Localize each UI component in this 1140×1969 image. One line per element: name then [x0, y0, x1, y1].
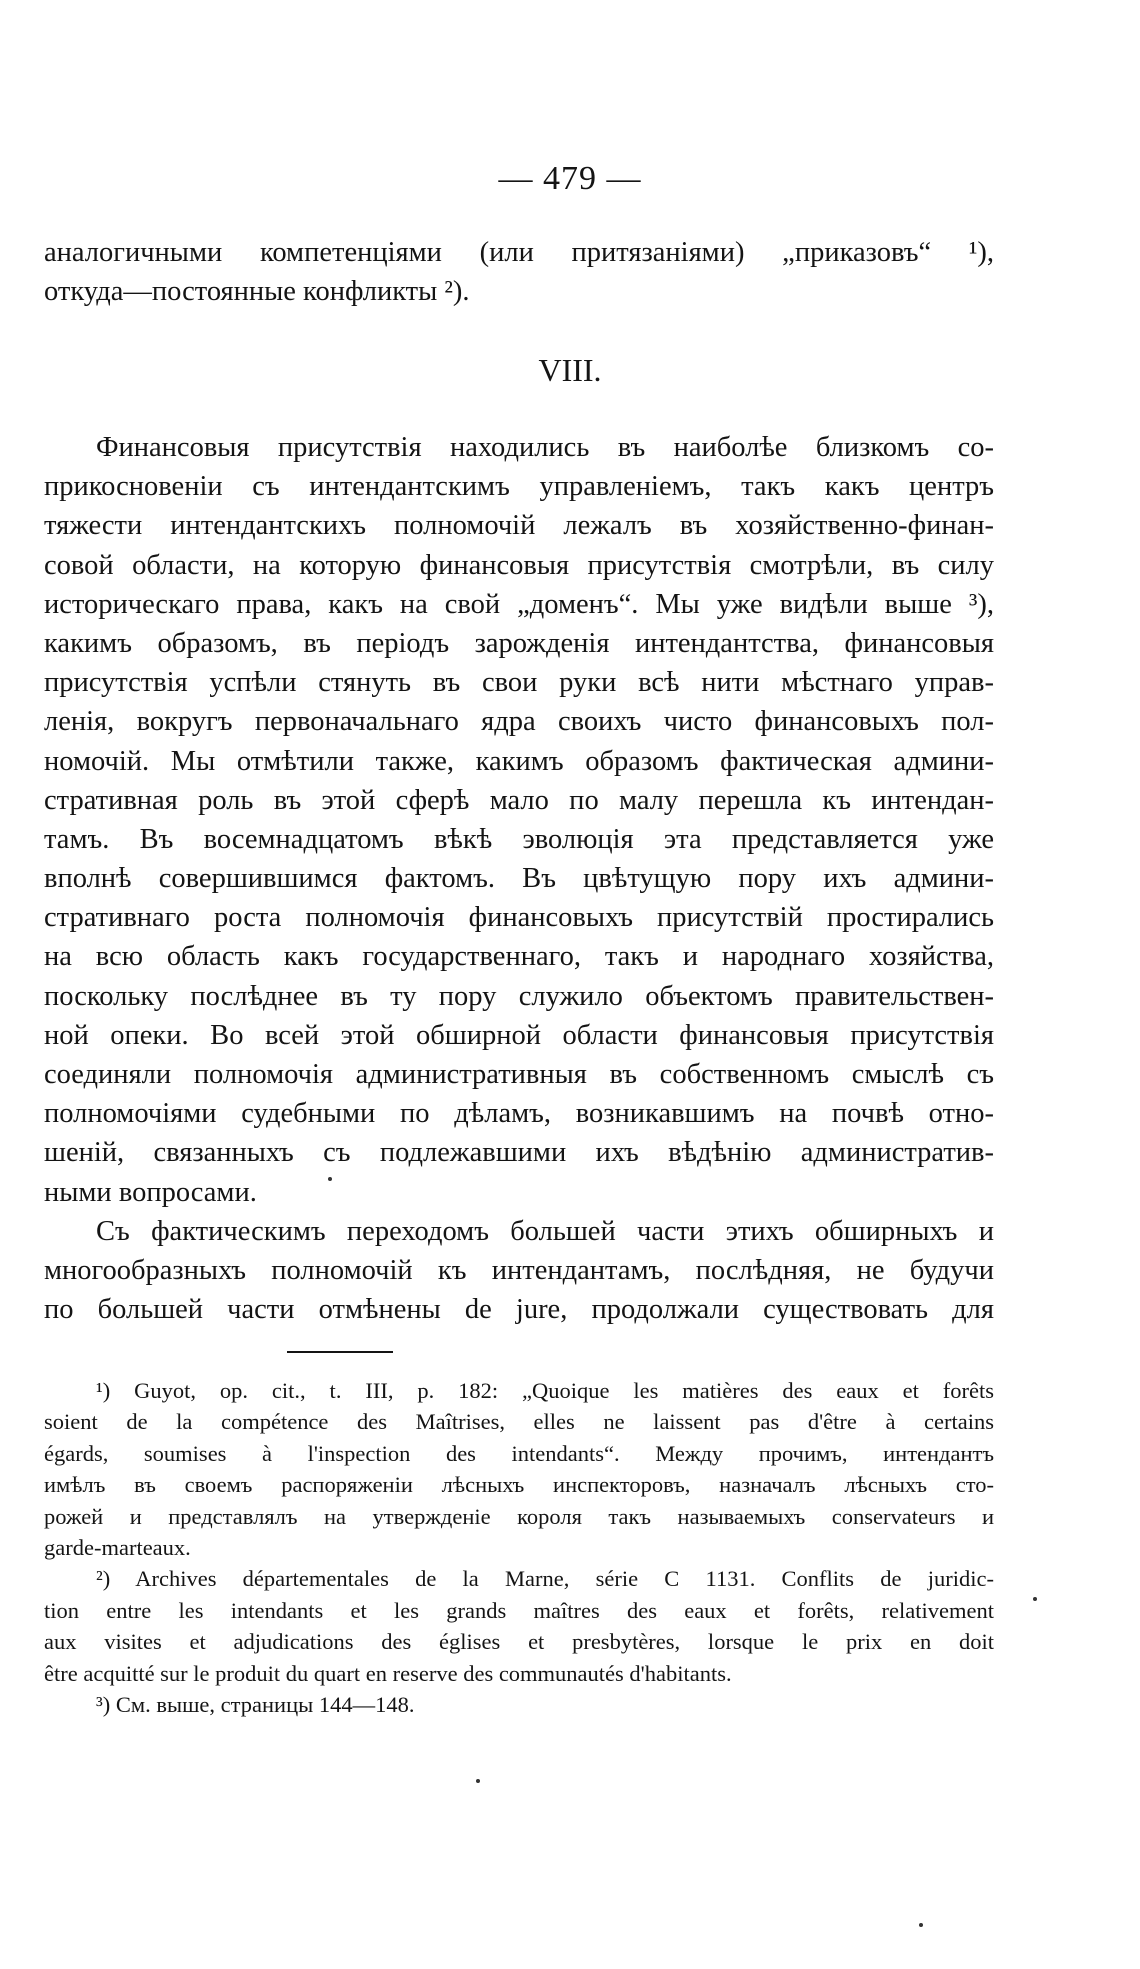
body-line: историческаго права, какъ на свой „доменъ“. Мы уже видѣли выше ³),: [44, 588, 994, 620]
body-line: Финансовыя присутствія находились въ наиболѣе близкомъ со-: [96, 432, 994, 463]
footnote-line: имѣлъ въ своемъ распоряженіи лѣсныхъ инспекторовъ, назначалъ лѣсныхъ сто-: [44, 1472, 994, 1498]
footnote-line: ¹) Guyot, op. cit., t. III, p. 182: „Quoique les matières des eaux et forêts: [96, 1378, 994, 1403]
footnote-line: рожей и представлялъ на утвержденіе короля такъ называемыхъ conservateurs и: [44, 1503, 994, 1529]
print-speck: [476, 1779, 480, 1783]
footnote-line: être acquitté sur le produit du quart en reserve des communautés d'habitants.: [44, 1660, 732, 1686]
body-line: многообразныхъ полномочій къ интендантамъ, послѣдняя, не будучи: [44, 1254, 994, 1286]
footnotes: [44, 1375, 994, 1720]
footnote-line: aux visites et adjudications des églises et presbytères, lorsque le prix en doit: [44, 1629, 994, 1655]
footnote-line: soient de la compétence des Maîtrises, elles ne laissent pas d'être à certains: [44, 1409, 994, 1435]
body-line: полномочіями судебными по дѣламъ, возникавшимъ на почвѣ отно-: [44, 1098, 994, 1130]
section-heading: VIII.: [538, 352, 602, 388]
body-line: поскольку послѣднее въ ту пору служило объектомъ правительствен-: [44, 980, 994, 1012]
lead-line-1: аналогичными компетенціями (или притязаніями) „приказовъ“ ¹),: [44, 237, 994, 268]
body-line: номочій. Мы отмѣтили также, какимъ образомъ фактическая админи-: [44, 745, 994, 777]
body-line: шеній, связанныхъ съ подлежавшими ихъ вѣдѣнію административ-: [44, 1137, 994, 1169]
body-line: какимъ образомъ, въ періодъ зарожденія интендантства, финансовыя: [44, 627, 994, 659]
lead-paragraph: [44, 233, 994, 311]
body-line: прикосновеніи съ интендантскимъ управленіемъ, такъ какъ центръ: [44, 471, 994, 503]
body-line: вполнѣ совершившимся фактомъ. Въ цвѣтущую пору ихъ админи-: [44, 863, 994, 895]
body-line: ленія, вокругъ первоначальнаго ядра своихъ чисто финансовыхъ пол-: [44, 706, 994, 738]
body-line: по большей части отмѣнены de jure, продолжали существовать для: [44, 1294, 994, 1326]
footnote-line: ³) См. выше, страницы 144—148.: [96, 1691, 415, 1717]
body-line: стративнаго роста полномочія финансовыхъ присутствій простирались: [44, 902, 994, 934]
body-line: соединяли полномочія административныя въ собственномъ смыслѣ съ: [44, 1059, 994, 1090]
print-speck: [1033, 1597, 1037, 1601]
print-speck: [919, 1923, 923, 1927]
footnote-divider: [287, 1351, 393, 1353]
footnote-line: garde-marteaux.: [44, 1534, 191, 1560]
lead-line-2: откуда—постоянные конфликты ²).: [44, 276, 470, 308]
footnote-line: tion entre les intendants et les grands maîtres des eaux et forêts, relativement: [44, 1597, 994, 1623]
body-line: ными вопросами.: [44, 1176, 257, 1208]
footnote-line: ²) Archives départementales de la Marne, série C 1131. Conflits de juridic-: [96, 1566, 994, 1592]
body-line: на всю область какъ государственнаго, такъ и народнаго хозяйства,: [44, 941, 994, 973]
body-line: тамъ. Въ восемнадцатомъ вѣкѣ эволюція эта представляется уже: [44, 823, 994, 855]
body-line: ной опеки. Во всей этой обширной области финансовыя присутствія: [44, 1019, 994, 1051]
body-line: тяжести интендантскихъ полномочій лежалъ въ хозяйственно-финан-: [44, 510, 994, 542]
body-line: Съ фактическимъ переходомъ большей части этихъ обширныхъ и: [96, 1215, 994, 1247]
footnote-line: égards, soumises à l'inspection des intendants“. Между прочимъ, интендантъ: [44, 1440, 994, 1466]
body-line: присутствія успѣли стянуть въ свои руки всѣ нити мѣстнаго управ-: [44, 667, 994, 699]
body-line: совой области, на которую финансовыя присутствія смотрѣли, въ силу: [44, 549, 994, 581]
main-text: [44, 428, 994, 1329]
page-number: — 479 —: [498, 160, 642, 197]
print-speck: [328, 1177, 332, 1181]
body-line: стративная роль въ этой сферѣ мало по малу перешла къ интендан-: [44, 784, 994, 816]
